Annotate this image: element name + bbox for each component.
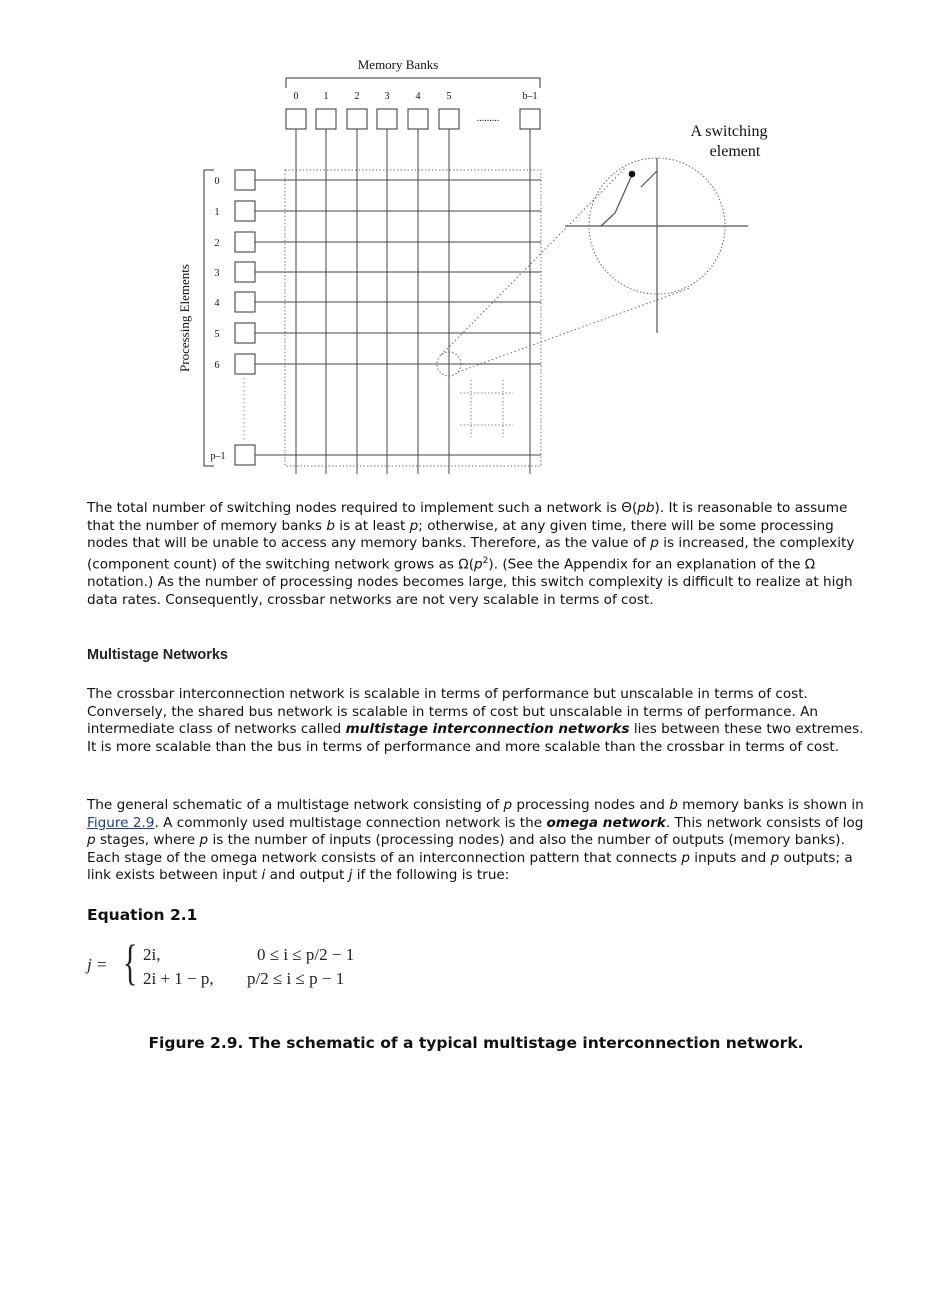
memory-bank-box [377,109,397,129]
text-run: . A commonly used multistage connection network is the [154,814,547,831]
bank-label: 3 [384,91,390,102]
equation-case2-expr: 2i + 1 − p, [143,969,214,988]
text-run: The crossbar interconnection network is scalable in terms of performance but unscalable in terms of cost. Conversely, the shared bus network is scalable in terms of cost but unscalable in terms of performance. An intermediate class of networks called [87,686,819,738]
switch-contact [641,171,657,187]
pe-label: p–1 [210,451,226,462]
memory-bank-box [439,109,459,129]
equation-brace: { [123,934,138,990]
processing-elements-label: Processing Elements [177,264,192,372]
pe-label: 2 [214,238,220,249]
text-run: 2 [482,555,489,566]
pe-label: 1 [214,207,220,218]
math-variable: pb [637,500,655,516]
processing-element-box [235,201,255,221]
processing-element-box [235,354,255,374]
text-run: stages, where [95,832,200,849]
math-variable: b [669,797,678,813]
math-variable: p [503,797,513,813]
memory-banks-label: Memory Banks [357,57,439,72]
equation-title: Equation 2.1 [87,906,198,924]
pe-labels [211,176,226,462]
section-heading-multistage: Multistage Networks [87,647,228,663]
memory-bank-box [520,109,540,129]
paragraph-multistage-intro [87,686,867,756]
bank-ellipsis: ......... [476,113,500,124]
text-run: The general schematic of a multistage network consisting of [87,797,504,813]
equation-case1-cond: 0 ≤ i ≤ p/2 − 1 [257,945,355,964]
math-variable: i [261,867,266,884]
text-run: if the following is true: [352,867,510,884]
text-run: The total number of switching nodes required to implement such a network is Θ( [87,500,638,516]
memory-bank-box [286,109,306,129]
math-variable: p [87,832,96,849]
text-run: outputs; a link exists between input [87,849,853,884]
math-variable: p [409,517,419,534]
text-run: inputs and [689,849,771,866]
text-run: memory banks is shown in [677,797,864,813]
math-variable: p [199,832,209,849]
callout-line-upper [441,168,625,355]
text-run: is increased, the complexity (component count) of the switching network grows as Ω( [87,535,855,573]
bank-label: 2 [354,91,360,102]
pe-label: 0 [214,176,220,187]
text-run: is the number of inputs (processing nodes) and also the number of outputs (memory banks). Each stage of the omega network consists of an interconnection pattern that connects [87,832,845,866]
callout-label-line2: element [709,143,761,160]
figure-link[interactable]: Figure 2.9 [87,814,155,831]
callout-line-lower [458,288,690,372]
pe-label: 5 [214,329,220,340]
bank-label: 0 [293,91,299,102]
text-run: is at least [334,517,410,534]
emphasis-term: omega network [546,814,666,831]
math-variable: b [326,517,335,534]
bank-label: 5 [446,91,452,102]
math-variable: j [348,867,353,884]
processing-element-box [235,170,255,190]
pe-label: 4 [214,298,220,309]
pe-boxes [235,170,255,465]
text-run: ; otherwise, at any given time, there will be some processing nodes that will be unable to access any memory banks. Therefore, as the value of [87,517,834,552]
processing-element-box [235,445,255,465]
bank-label: 1 [323,91,329,102]
text-run: ). (See the Appendix for an explanation of the Ω notation.) As the number of processing nodes becomes large, this switch complexity is difficult to realize at high data rates. Consequently, crossbar networks are not very scalable in terms of cost. [87,556,853,608]
processing-element-box [235,232,255,252]
crossbar-border [285,170,541,466]
text-run: processing nodes and [512,797,670,813]
bank-label: b–1 [522,91,538,102]
memory-banks-bracket [286,78,540,88]
math-variable: p [770,849,780,866]
switch-pivot-dot [629,171,636,178]
crossbar-diagram [0,0,952,490]
equation-2-1 [87,934,407,992]
figure-caption: Figure 2.9. The schematic of a typical multistage interconnection network. [148,1034,804,1052]
memory-bank-box [408,109,428,129]
emphasis-term: multistage interconnection networks [345,721,630,738]
text-run: lies between these two extremes. It is more scalable than the bus in terms of performance and more scalable than the crossbar in terms of cost. [87,721,864,755]
math-variable: p [681,849,690,866]
text-run: and output [265,867,349,884]
text-run: . This network consists of log [665,814,864,831]
bank-labels [294,91,538,102]
crossbar-grid [255,129,541,474]
math-variable: p [474,556,483,573]
processing-element-box [235,292,255,312]
paragraph-crossbar-cost [87,500,867,609]
bank-boxes [286,109,540,129]
bank-label: 4 [415,91,421,102]
equation-case2-cond: p/2 ≤ i ≤ p − 1 [247,969,345,988]
pe-label: 3 [214,268,220,279]
equation-lhs: j = [87,955,108,974]
pe-label: 6 [214,360,220,371]
processing-element-box [235,323,255,343]
text-run: ). It is reasonable to assume that the number of memory banks [87,500,848,534]
memory-bank-box [316,109,336,129]
inner-switch-pattern [460,380,513,437]
processing-element-box [235,262,255,282]
paragraph-omega-network [87,797,867,885]
memory-bank-box [347,109,367,129]
callout-label-line1: A switching [690,123,768,140]
switch-lever [601,175,632,226]
equation-case1-expr: 2i, [143,945,161,964]
math-variable: p [650,535,659,552]
processing-elements-bracket [204,170,214,466]
